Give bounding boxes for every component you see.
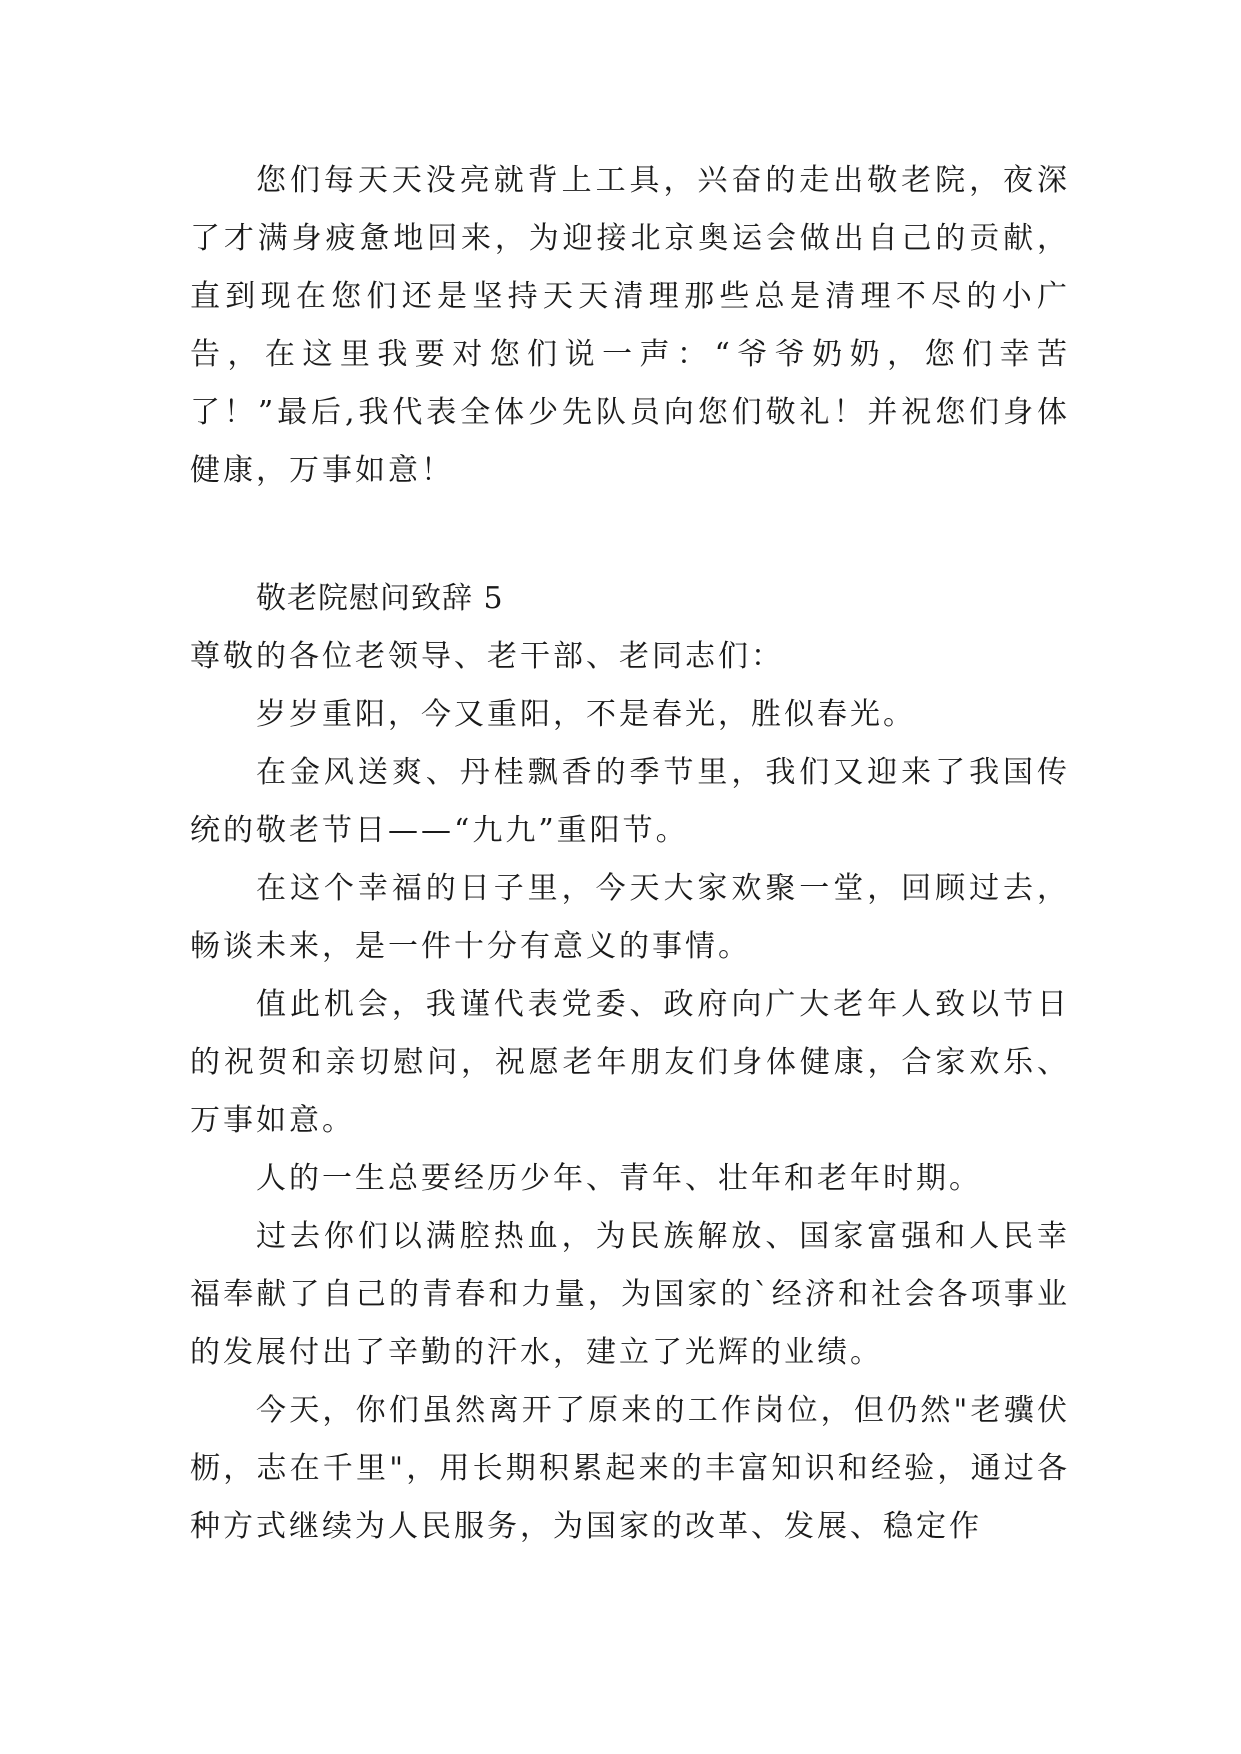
body-paragraph: 在金风送爽、丹桂飘香的季节里，我们又迎来了我国传统的敬老节日——“九九”重阳节。 bbox=[190, 755, 1070, 848]
body-paragraph: 人的一生总要经历少年、青年、壮年和老年时期。 bbox=[256, 1161, 982, 1196]
section-title: 敬老院慰问致辞 5 bbox=[256, 581, 504, 616]
section-spacer bbox=[190, 500, 1070, 570]
body-paragraph: 过去你们以满腔热血，为民族解放、国家富强和人民幸福奉献了自己的青春和力量，为国家的`经济和社会各项事业的发展付出了辛勤的汗水，建立了光辉的业绩。 bbox=[190, 1219, 1070, 1370]
body-paragraph: 今天，你们虽然离开了原来的工作岗位，但仍然"老骥伏枥，志在千里"，用长期积累起来的丰富知识和经验，通过各种方式继续为人民服务，为国家的改革、发展、稳定作 bbox=[190, 1393, 1070, 1544]
document-page bbox=[190, 152, 1070, 1556]
body-paragraph: 岁岁重阳，今又重阳，不是春光，胜似春光。 bbox=[256, 697, 916, 732]
salutation: 尊敬的各位老领导、老干部、老同志们： bbox=[190, 639, 784, 674]
body-paragraph: 在这个幸福的日子里，今天大家欢聚一堂，回顾过去，畅谈未来，是一件十分有意义的事情。 bbox=[190, 871, 1070, 964]
closing-paragraph: 您们每天天没亮就背上工具，兴奋的走出敬老院，夜深了才满身疲惫地回来，为迎接北京奥运会做出自己的贡献，直到现在您们还是坚持天天清理那些总是清理不尽的小广告，在这里我要对您们说一声：“爷爷奶奶，您们幸苦了！”最后,我代表全体少先队员向您们敬礼！并祝您们身体健康，万事如意！ bbox=[190, 163, 1070, 488]
body-paragraph: 值此机会，我谨代表党委、政府向广大老年人致以节日的祝贺和亲切慰问，祝愿老年朋友们身体健康，合家欢乐、万事如意。 bbox=[190, 987, 1070, 1138]
